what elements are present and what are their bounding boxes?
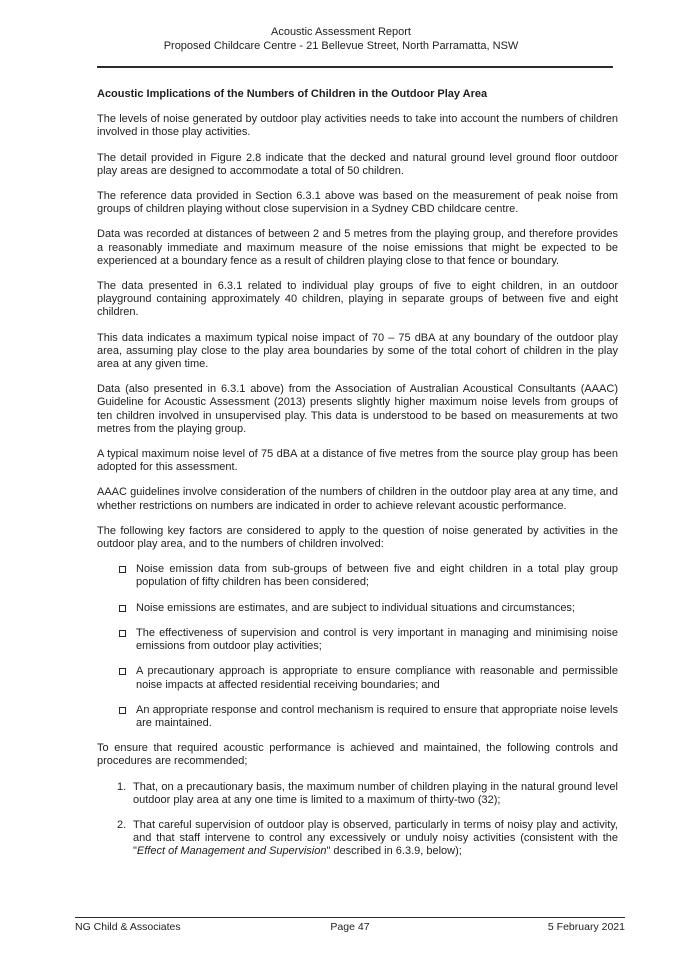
paragraph: AAAC guidelines involve consideration of the numbers of children in the outdoor play area at any time, and whether restrictions on numbers are indicated in order to achieve relevant acoustic performance. <box>97 486 618 512</box>
bullet-item-text: An appropriate response and control mechanism is required to ensure that appropriate noise levels are maintained. <box>136 703 618 729</box>
numbered-item-text <box>133 819 618 859</box>
paragraph: The data presented in 6.3.1 related to individual play groups of five to eight children, in an outdoor playground containing approximately 40 children, playing in separate groups of between five and eight children. <box>97 280 618 319</box>
bullet-item-text: The effectiveness of supervision and control is very important in managing and minimising noise emissions from outdoor play activities; <box>136 626 618 653</box>
header-divider <box>97 66 613 68</box>
report-subtitle-line: Proposed Childcare Centre - 21 Bellevue Street, North Parramatta, NSW <box>163 39 519 52</box>
bullet-item <box>97 602 618 615</box>
paragraph: The following key factors are considered to apply to the question of noise generated by activities in the outdoor play area, and to the numbers of children involved: <box>97 524 618 551</box>
square-bullet-icon <box>119 630 126 637</box>
footer-company: NG Child & Associates <box>75 921 181 933</box>
footer-date: 5 February 2021 <box>547 921 625 933</box>
paragraph: This data indicates a maximum typical noise impact of 70 – 75 dBA at any boundary of the outdoor play area, assuming play close to the play area boundaries by some of the total cohort of children in the play area at any given time. <box>97 331 618 371</box>
numbered-item <box>97 819 618 859</box>
square-bullet-icon <box>119 605 126 612</box>
square-bullet-icon <box>119 566 126 573</box>
bullet-item-text: Noise emissions are estimates, and are subject to individual situations and circumstances; <box>136 601 575 614</box>
numbered-item <box>97 781 618 807</box>
paragraph: Data was recorded at distances of between 2 and 5 metres from the playing group, and therefore provides a reasonably immediate and maximum measure of the noise emissions that might be expected to be experienced at a boundary fence as a result of children playing close to that fence or boundary. <box>97 228 618 267</box>
numbered-item-text-before: That careful supervision of outdoor play is observed, particularly in terms of noisy play and activity, and that staff intervene to control any excessively or unduly noisy activities (consistent with the " <box>133 818 618 858</box>
paragraph: Data (also presented in 6.3.1 above) from the Association of Australian Acoustical Consultants (AAAC) Guideline for Acoustic Assessment (2013) presents slightly higher maximum noise levels from groups of ten children involved in unsupervised play. This data is understood to be based on measurements at two metres from the playing group. <box>97 383 618 435</box>
numbered-item-text: That, on a precautionary basis, the maximum number of children playing in the natural ground level outdoor play area at any one time is limited to a maximum of thirty-two (32); <box>133 780 618 806</box>
square-bullet-icon <box>119 707 126 714</box>
section-heading: Acoustic Implications of the Numbers of Children in the Outdoor Play Area <box>97 88 488 100</box>
document-body <box>97 88 618 859</box>
page-footer <box>75 917 625 934</box>
report-title-line: Acoustic Assessment Report <box>270 26 411 38</box>
bullet-item <box>97 563 618 589</box>
item-number: 2. <box>117 818 127 831</box>
paragraph: The reference data provided in Section 6.3.1 above was based on the measurement of peak noise from groups of children playing without close supervision in a Sydney CBD childcare centre. <box>97 190 618 216</box>
bullet-item <box>97 665 618 691</box>
item-number: 1. <box>117 780 127 793</box>
paragraph: The detail provided in Figure 2.8 indicate that the decked and natural ground level ground floor outdoor play areas are designed to accommodate a total of 50 children. <box>97 151 618 177</box>
bullet-item-text: Noise emission data from sub-groups of between five and eight children in a total play group population of fifty children has been considered; <box>136 563 618 589</box>
paragraph: A typical maximum noise level of 75 dBA at a distance of five metres from the source play group has been adopted for this assessment. <box>97 448 618 474</box>
numbered-item-text-after: " described in 6.3.9, below); <box>326 845 462 858</box>
bullet-item <box>97 627 618 653</box>
footer-page-number: Page 47 <box>330 921 370 933</box>
bullet-item <box>97 704 618 730</box>
paragraph: To ensure that required acoustic performance is achieved and maintained, the following controls and procedures are recommended; <box>97 742 618 768</box>
numbered-item-text-italic: Effect of Management and Supervision <box>136 845 327 858</box>
bullet-item-text: A precautionary approach is appropriate to ensure compliance with reasonable and permissible noise impacts at affected residential receiving boundaries; and <box>136 665 618 691</box>
paragraph: The levels of noise generated by outdoor play activities needs to take into account the numbers of children involved in those play activities. <box>97 113 618 139</box>
square-bullet-icon <box>119 668 126 675</box>
report-header <box>0 0 682 53</box>
